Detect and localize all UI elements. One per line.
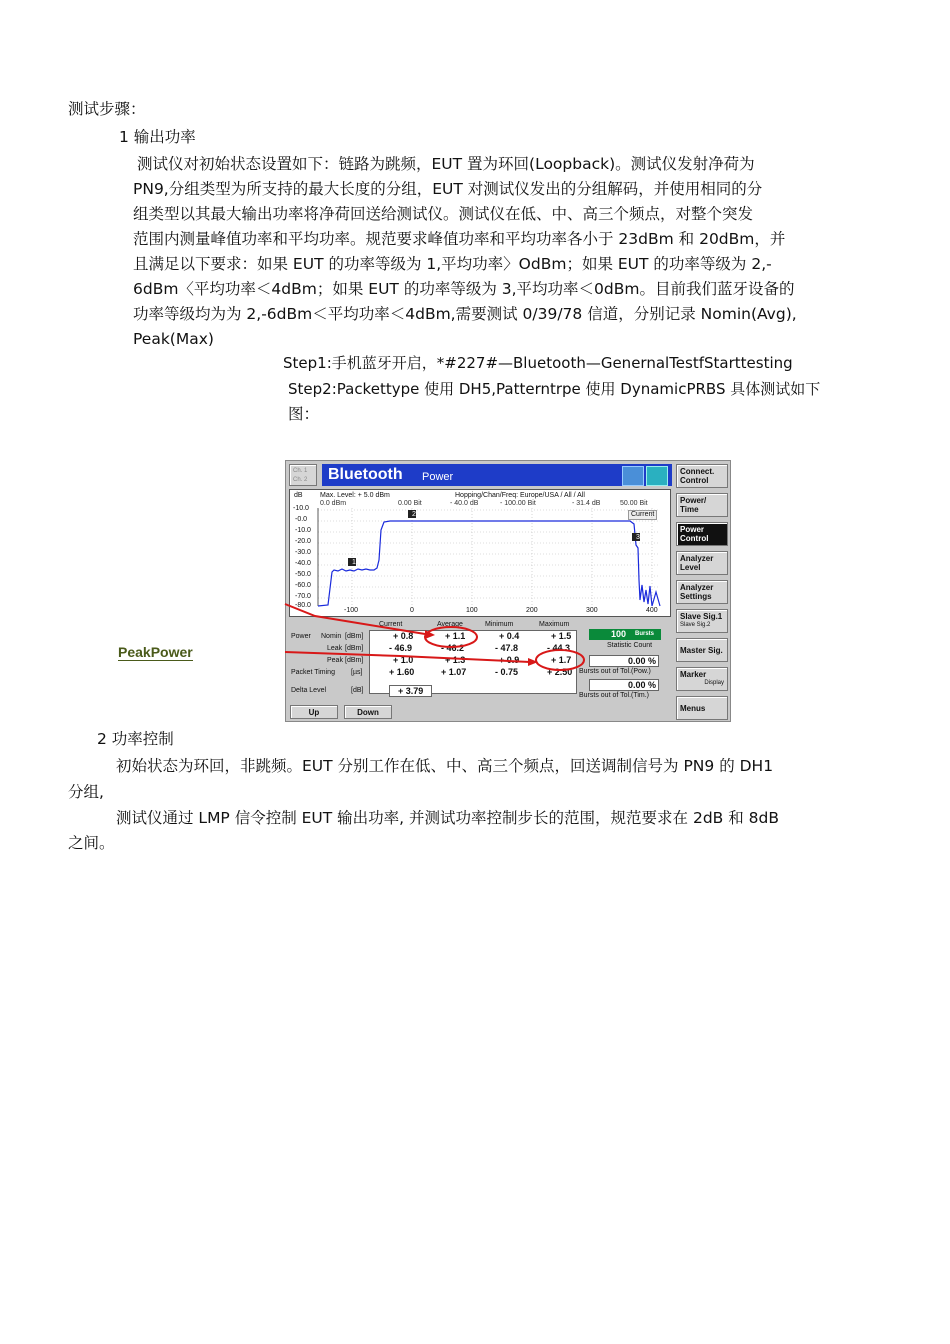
softkey-line: Connect. — [680, 467, 715, 476]
value-cell: + 1.0 — [393, 655, 414, 665]
softkey-line: Analyzer — [680, 583, 714, 592]
marker-info: - 40.0 dB — [450, 500, 479, 507]
value-cell: + 1.7 — [551, 655, 572, 665]
para1-line: Peak(Max) — [133, 330, 214, 348]
marker-label: 1 — [352, 559, 356, 566]
x-tick: 100 — [466, 607, 478, 614]
channel-tab-2: Ch. 2 — [293, 477, 308, 483]
softkey-line: Slave Sig.1 — [680, 612, 723, 621]
step2-text: Step2:Packettype 使用 DH5,Patterntrpe 使用 DynamicPRBS 具体测试如下 — [288, 380, 821, 398]
value-cell: + 0.4 — [499, 631, 520, 641]
max-level-label: Max. Level: + 5.0 dBm — [320, 492, 390, 499]
y-tick: -0.0 — [295, 516, 308, 523]
col-header-average: Average — [437, 621, 463, 628]
value-cell: + 3.79 — [389, 685, 432, 697]
row-unit: [µs] — [351, 669, 363, 676]
row-group: Delta Level — [291, 687, 327, 694]
hopping-label: Hopping/Chan/Freq: Europe/USA / All / All — [455, 492, 585, 499]
value-cell: + 0.8 — [393, 631, 414, 641]
value-cell: - 46.9 — [389, 643, 413, 653]
x-tick: 0 — [410, 607, 414, 614]
x-tick: 200 — [526, 607, 538, 614]
value-cell: + 1.1 — [445, 631, 466, 641]
app-subtitle: Power — [422, 471, 454, 483]
section2-title: 2 功率控制 — [97, 730, 174, 748]
section1-title: 1 输出功率 — [119, 128, 196, 146]
softkey-line: Analyzer — [680, 554, 714, 563]
step2-text: 图： — [288, 405, 320, 423]
bursts-unit: Bursts — [635, 631, 655, 637]
instrument-screenshot — [285, 460, 731, 722]
para1-line: 且满足以下要求：如果 EUT 的功率等级为 1,平均功率〉OdBm；如果 EUT 的功率等级为 2,- — [133, 255, 772, 273]
softkey-line: Slave Sig.2 — [680, 622, 711, 628]
softkey-line: Control — [680, 534, 709, 543]
slave-signal-button[interactable] — [676, 609, 728, 633]
tol-tim-label: Bursts out of Tol.(Tim.) — [579, 692, 650, 699]
para1-line: PN9,分组类型为所支持的最大长度的分组，EUT 对测试仪发出的分组解码，并使用相同的分 — [133, 180, 763, 198]
section-heading: 测试步骤： — [68, 100, 146, 118]
marker-info: 0.00 Bit — [398, 500, 422, 507]
y-tick: -50.0 — [295, 571, 311, 578]
softkey-line: Settings — [680, 592, 712, 601]
value-cell: - 44.3 — [547, 643, 571, 653]
row-group: Packet Timing — [291, 669, 335, 676]
softkey-line: Power/ — [680, 496, 707, 505]
title-bar — [322, 464, 672, 486]
row-unit: [dBm] — [345, 633, 364, 640]
para1-line: 6dBm〈平均功率＜4dBm；如果 EUT 的功率等级为 3,平均功率＜0dBm。目前我们蓝牙设备的 — [133, 280, 795, 298]
analyzer-level-button[interactable] — [676, 551, 728, 575]
row-unit: [dB] — [351, 687, 364, 694]
power-time-button[interactable] — [676, 493, 728, 517]
master-signal-button[interactable]: Master Sig. — [676, 638, 728, 662]
bluetooth-logo-icon — [622, 466, 644, 486]
para1-line: 组类型以其最大输出功率将净荷回送给测试仪。测试仪在低、中、高三个频点，对整个突发 — [133, 205, 754, 223]
softkey-line: Time — [680, 505, 699, 514]
results-table — [289, 619, 669, 699]
x-tick: 300 — [586, 607, 598, 614]
para2-line: 测试仪通过 LMP 信令控制 EUT 输出功率, 并测试功率控制步长的范围，规范要求在 2dB 和 8dB — [116, 809, 779, 827]
marker-info: - 100.00 Bit — [500, 500, 536, 507]
value-cell: + 1.3 — [445, 655, 466, 665]
unit-label: dB — [294, 492, 303, 499]
para1-line: 测试仪对初始状态设置如下：链路为跳频，EUT 置为环回(Loopback)。测试仪发射净荷为 — [137, 155, 755, 173]
statistic-count-box — [589, 629, 661, 640]
softkey-line: Marker — [680, 670, 707, 679]
para1-line: 范围内测量峰值功率和平均功率。规范要求峰值功率和平均功率各小于 23dBm 和 20dBm，并 — [133, 230, 786, 248]
y-tick: -70.0 — [295, 593, 311, 600]
current-tag: Current — [628, 510, 657, 520]
peak-power-callout: PeakPower — [118, 644, 193, 660]
tol-pow-label: Bursts out of Tol.(Pow.) — [579, 668, 651, 675]
softkey-line: Level — [680, 563, 701, 572]
marker-info: 50.00 Bit — [620, 500, 648, 507]
marker-info: 0.0 dBm — [320, 500, 347, 507]
row-group: Power — [291, 633, 311, 640]
power-control-button[interactable] — [676, 522, 728, 546]
value-cell: + 1.5 — [551, 631, 572, 641]
connect-control-button[interactable] — [676, 464, 728, 488]
tol-tim-value: 0.00 % — [589, 679, 659, 691]
row-label: Leak — [327, 645, 343, 652]
graph-panel — [289, 489, 671, 617]
hand-icon — [646, 466, 668, 486]
app-title: Bluetooth — [328, 466, 403, 483]
col-header-maximum: Maximum — [539, 621, 570, 628]
step1-text: Step1:手机蓝牙开启，*#227#—Bluetooth—GenernalTestfStarttesting — [283, 354, 793, 372]
row-label: Nomin — [321, 633, 342, 640]
value-cell: + 1.07 — [441, 667, 467, 677]
row-label: Peak — [327, 657, 343, 664]
softkey-line: Power — [680, 525, 705, 534]
row-unit: [dBm] — [345, 657, 364, 664]
y-tick: -60.0 — [295, 582, 311, 589]
marker-label: 2 — [412, 511, 416, 518]
y-tick: -80.0 — [295, 602, 311, 609]
channel-tab[interactable] — [289, 464, 317, 486]
col-header-minimum: Minimum — [485, 621, 514, 628]
bursts-value: 100 — [611, 629, 627, 639]
down-button[interactable]: Down — [344, 705, 392, 719]
power-trace-plot — [290, 490, 670, 616]
y-tick: -20.0 — [295, 538, 311, 545]
value-cell: - 47.8 — [495, 643, 519, 653]
marker-display-button[interactable] — [676, 667, 728, 691]
row-unit: [dBm] — [345, 645, 364, 652]
value-cell: + 2.50 — [547, 667, 573, 677]
marker-info: - 31.4 dB — [572, 500, 601, 507]
value-cell: - 46.2 — [441, 643, 465, 653]
para2-line: 分组, — [68, 783, 104, 801]
y-tick: -10.0 — [293, 505, 309, 512]
softkey-line: Control — [680, 476, 709, 485]
para2-line: 之间。 — [68, 834, 115, 852]
up-button[interactable]: Up — [290, 705, 338, 719]
col-header-current: Current — [379, 621, 403, 628]
marker-label: 3 — [636, 534, 640, 541]
value-cell: + 0.9 — [499, 655, 520, 665]
value-cell: - 0.75 — [495, 667, 519, 677]
analyzer-settings-button[interactable] — [676, 580, 728, 604]
softkey-line: Display — [704, 680, 724, 686]
statistic-label: Statistic Count — [607, 642, 653, 649]
y-tick: -40.0 — [295, 560, 311, 567]
value-cell: + 1.60 — [389, 667, 415, 677]
y-tick: -30.0 — [295, 549, 311, 556]
para2-line: 初始状态为环回，非跳频。EUT 分别工作在低、中、高三个频点，回送调制信号为 PN9 的 DH1 — [116, 757, 774, 775]
menus-button[interactable]: Menus — [676, 696, 728, 720]
channel-tab-1: Ch. 1 — [293, 468, 308, 474]
y-tick: -10.0 — [295, 527, 311, 534]
tol-pow-value: 0.00 % — [589, 655, 659, 667]
para1-line: 功率等级均为为 2,-6dBm＜平均功率＜4dBm,需要测试 0/39/78 信道，分别记录 Nomin(Avg), — [133, 305, 797, 323]
x-tick: -100 — [344, 607, 359, 614]
x-tick: 400 — [646, 607, 658, 614]
